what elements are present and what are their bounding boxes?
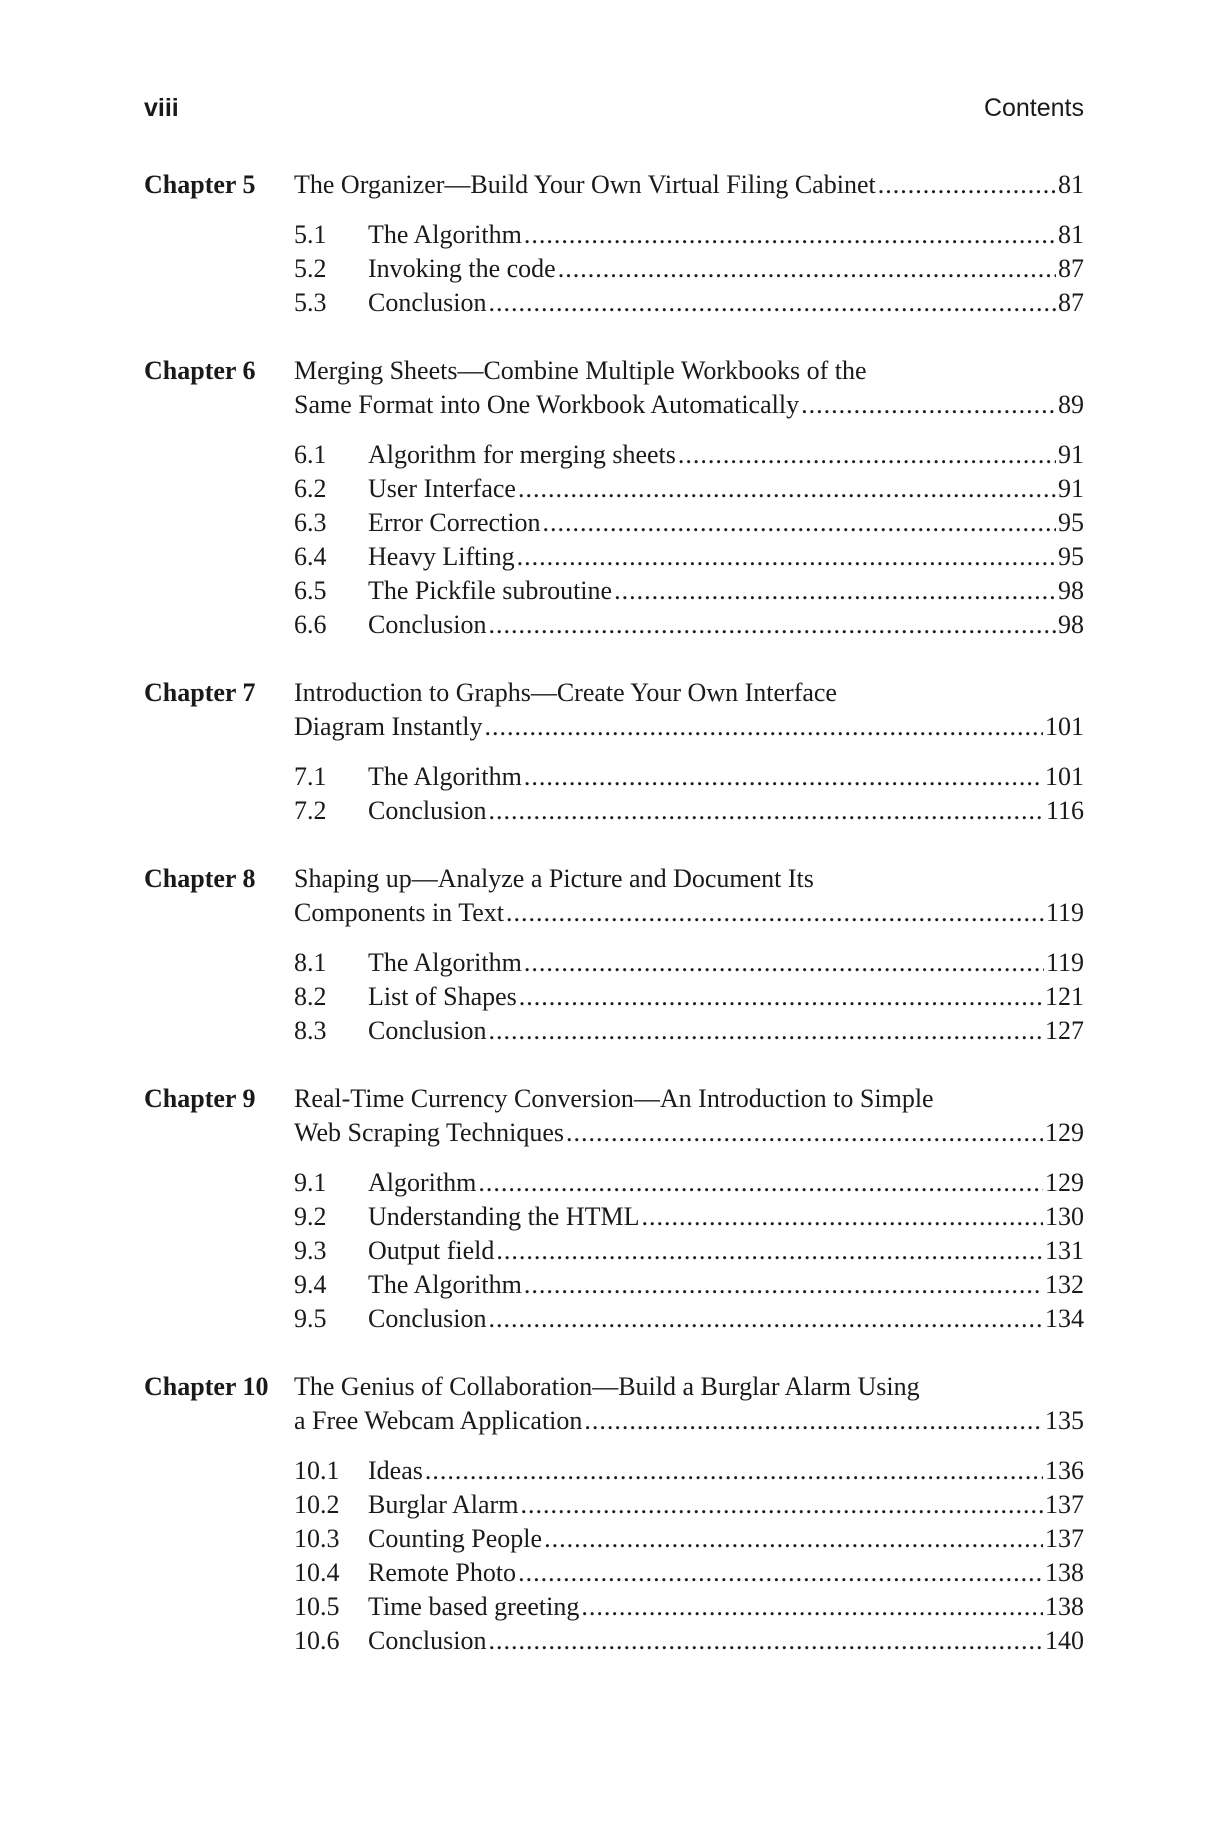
chapter-page-number: 135 (1045, 1406, 1084, 1435)
section-page-number: 127 (1045, 1016, 1084, 1045)
section-entry[interactable] (294, 1166, 1084, 1200)
section-entry[interactable] (294, 1234, 1084, 1268)
section-title-group (294, 946, 522, 980)
section-title-group (294, 574, 612, 608)
dot-leader (524, 218, 1056, 252)
dot-leader (678, 438, 1056, 472)
section-entry[interactable] (294, 794, 1084, 828)
section-title-group (294, 1556, 516, 1590)
dot-leader (518, 1556, 1043, 1590)
chapter-body (294, 862, 1084, 1048)
dot-leader (488, 794, 1044, 828)
section-number: 9.5 (294, 1304, 327, 1333)
section-title: The Pickfile subroutine (368, 576, 613, 605)
section-entry[interactable] (294, 1302, 1084, 1336)
table-of-contents (144, 168, 1084, 1692)
chapter-title-text: Components in Text (294, 898, 505, 927)
toc-chapter (144, 168, 1084, 320)
section-title-group (294, 794, 486, 828)
section-page-number: 137 (1045, 1524, 1084, 1553)
chapter-body (294, 1082, 1084, 1336)
chapter-title-text: Diagram Instantly (294, 712, 483, 741)
chapter-title-entry[interactable] (294, 168, 1084, 202)
section-page-number: 131 (1045, 1236, 1084, 1265)
dot-leader (566, 1116, 1043, 1150)
page-number: viii (144, 94, 179, 122)
section-entry[interactable] (294, 218, 1084, 252)
dot-leader (518, 472, 1056, 506)
chapter-title-text: The Organizer—Build Your Own Virtual Filing Cabinet (294, 170, 876, 199)
dot-leader (524, 946, 1044, 980)
chapter-body (294, 1370, 1084, 1658)
chapter-body (294, 168, 1084, 320)
dot-leader (878, 168, 1056, 202)
section-page-number: 87 (1058, 288, 1084, 317)
chapter-title-line: Introduction to Graphs—Create Your Own Interface (294, 678, 837, 707)
section-entry[interactable] (294, 472, 1084, 506)
dot-leader (478, 1166, 1043, 1200)
chapter-title-entry[interactable] (294, 896, 1084, 930)
chapter-label: Chapter 6 (144, 356, 256, 385)
dot-leader (506, 896, 1044, 930)
section-title-group (294, 506, 541, 540)
section-title: Conclusion (368, 1626, 487, 1655)
section-page-number: 134 (1045, 1304, 1084, 1333)
chapter-title-text: Web Scraping Techniques (294, 1118, 564, 1147)
dot-leader (484, 710, 1043, 744)
section-title: Conclusion (368, 1016, 487, 1045)
section-page-number: 136 (1045, 1456, 1084, 1485)
dot-leader (517, 540, 1056, 574)
dot-leader (581, 1590, 1043, 1624)
dot-leader (425, 1454, 1043, 1488)
section-title: The Algorithm (368, 220, 522, 249)
section-title-group (294, 1488, 518, 1522)
chapter-title-line: Shaping up—Analyze a Picture and Document Its (294, 864, 814, 893)
chapter-title-text: a Free Webcam Application (294, 1406, 583, 1435)
toc-chapter (144, 354, 1084, 642)
dot-leader (524, 760, 1043, 794)
section-page-number: 98 (1058, 576, 1084, 605)
dot-leader (488, 1624, 1043, 1658)
section-page-number: 95 (1058, 508, 1084, 537)
section-entry[interactable] (294, 760, 1084, 794)
section-number: 8.3 (294, 1016, 327, 1045)
chapter-title-entry[interactable] (294, 388, 1084, 422)
section-page-number: 98 (1058, 610, 1084, 639)
chapter-page-number: 119 (1045, 898, 1084, 927)
section-entry[interactable] (294, 540, 1084, 574)
section-entry[interactable] (294, 286, 1084, 320)
section-title-group (294, 286, 486, 320)
chapter-page-number: 81 (1058, 170, 1084, 199)
chapter-title (294, 1370, 1084, 1438)
section-list (294, 1454, 1084, 1658)
chapter-label: Chapter 9 (144, 1084, 256, 1113)
section-title: Invoking the code (368, 254, 556, 283)
section-page-number: 130 (1045, 1202, 1084, 1231)
section-entry[interactable] (294, 1624, 1084, 1658)
dot-leader (558, 252, 1056, 286)
section-entry[interactable] (294, 506, 1084, 540)
section-title: Algorithm (368, 1168, 477, 1197)
section-title: User Interface (368, 474, 516, 503)
section-page-number: 87 (1058, 254, 1084, 283)
section-number: 9.4 (294, 1270, 327, 1299)
section-title-group (294, 760, 522, 794)
section-title-group (294, 1624, 486, 1658)
chapter-page-number: 101 (1045, 712, 1084, 741)
section-number: 10.5 (294, 1592, 340, 1621)
section-page-number: 121 (1045, 982, 1084, 1011)
section-number: 10.2 (294, 1490, 340, 1519)
section-title-group (294, 1590, 579, 1624)
section-number: 10.6 (294, 1626, 340, 1655)
section-entry[interactable] (294, 1488, 1084, 1522)
section-title-group (294, 1302, 486, 1336)
chapter-title (294, 862, 1084, 930)
section-list (294, 760, 1084, 828)
section-entry[interactable] (294, 1200, 1084, 1234)
section-page-number: 81 (1058, 220, 1084, 249)
section-number: 10.3 (294, 1524, 340, 1553)
dot-leader (496, 1234, 1043, 1268)
toc-chapter (144, 1370, 1084, 1658)
section-entry[interactable] (294, 946, 1084, 980)
section-title-group (294, 1014, 486, 1048)
section-entry[interactable] (294, 252, 1084, 286)
section-number: 10.1 (294, 1456, 340, 1485)
section-title: Conclusion (368, 796, 487, 825)
dot-leader (488, 1302, 1043, 1336)
dot-leader (614, 574, 1056, 608)
section-number: 5.2 (294, 254, 327, 283)
section-title-group (294, 1522, 542, 1556)
toc-chapter (144, 1082, 1084, 1336)
section-list (294, 438, 1084, 642)
section-page-number: 101 (1045, 762, 1084, 791)
section-number: 6.4 (294, 542, 327, 571)
section-title: Burglar Alarm (368, 1490, 519, 1519)
section-title: The Algorithm (368, 762, 522, 791)
section-title: Counting People (368, 1524, 543, 1553)
section-entry[interactable] (294, 438, 1084, 472)
section-title: Error Correction (368, 508, 541, 537)
section-entry[interactable] (294, 608, 1084, 642)
section-entry[interactable] (294, 1556, 1084, 1590)
section-number: 6.1 (294, 440, 327, 469)
dot-leader (488, 1014, 1043, 1048)
section-title-group (294, 1200, 640, 1234)
section-title-group (294, 1166, 476, 1200)
chapter-label: Chapter 10 (144, 1372, 269, 1401)
section-page-number: 119 (1045, 948, 1084, 977)
section-entry[interactable] (294, 1454, 1084, 1488)
section-title-group (294, 1454, 423, 1488)
chapter-label: Chapter 8 (144, 864, 256, 893)
section-title: Conclusion (368, 1304, 487, 1333)
section-list (294, 218, 1084, 320)
section-title: The Algorithm (368, 1270, 522, 1299)
chapter-title (294, 676, 1084, 744)
section-number: 8.1 (294, 948, 327, 977)
section-page-number: 91 (1058, 474, 1084, 503)
section-entry[interactable] (294, 980, 1084, 1014)
section-list (294, 1166, 1084, 1336)
section-page-number: 140 (1045, 1626, 1084, 1655)
section-number: 5.1 (294, 220, 327, 249)
dot-leader (488, 286, 1056, 320)
section-title: Ideas (368, 1456, 423, 1485)
section-title-group (294, 608, 486, 642)
section-entry[interactable] (294, 1268, 1084, 1302)
section-number: 9.3 (294, 1236, 327, 1265)
section-title: The Algorithm (368, 948, 522, 977)
section-page-number: 138 (1045, 1558, 1084, 1587)
chapter-title-entry[interactable] (294, 1404, 1084, 1438)
section-title-group (294, 1268, 522, 1302)
running-head: Contents (983, 94, 1084, 122)
section-page-number: 138 (1045, 1592, 1084, 1621)
toc-chapter (144, 676, 1084, 828)
chapter-label: Chapter 5 (144, 170, 256, 199)
section-title: Heavy Lifting (368, 542, 515, 571)
section-title: Conclusion (368, 288, 487, 317)
section-page-number: 116 (1045, 796, 1084, 825)
dot-leader (520, 1488, 1043, 1522)
section-title: Understanding the HTML (368, 1202, 640, 1231)
chapter-title (294, 1082, 1084, 1150)
section-title-group (294, 252, 556, 286)
dot-leader (642, 1200, 1043, 1234)
dot-leader (544, 1522, 1043, 1556)
section-title: Conclusion (368, 610, 487, 639)
chapter-body (294, 676, 1084, 828)
chapter-title-entry[interactable] (294, 710, 1084, 744)
section-entry[interactable] (294, 574, 1084, 608)
section-title: Remote Photo (368, 1558, 517, 1587)
dot-leader (488, 608, 1056, 642)
chapter-title-entry[interactable] (294, 1116, 1084, 1150)
section-page-number: 132 (1045, 1270, 1084, 1299)
section-title: Time based greeting (368, 1592, 580, 1621)
section-number: 7.1 (294, 762, 327, 791)
section-title-group (294, 1234, 494, 1268)
chapter-title-line: The Genius of Collaboration—Build a Burglar Alarm Using (294, 1372, 920, 1401)
section-number: 8.2 (294, 982, 327, 1011)
dot-leader (543, 506, 1056, 540)
section-list (294, 946, 1084, 1048)
chapter-title-line: Merging Sheets—Combine Multiple Workbooks of the (294, 356, 867, 385)
chapter-title-line: Real-Time Currency Conversion—An Introduction to Simple (294, 1084, 934, 1113)
section-page-number: 129 (1045, 1168, 1084, 1197)
chapter-body (294, 354, 1084, 642)
dot-leader (801, 388, 1056, 422)
section-number: 6.5 (294, 576, 327, 605)
section-title: Algorithm for merging sheets (368, 440, 676, 469)
page-header (144, 94, 1084, 128)
section-page-number: 137 (1045, 1490, 1084, 1519)
section-number: 9.1 (294, 1168, 327, 1197)
section-title-group (294, 438, 676, 472)
section-title-group (294, 980, 517, 1014)
section-page-number: 95 (1058, 542, 1084, 571)
chapter-label: Chapter 7 (144, 678, 256, 707)
section-number: 10.4 (294, 1558, 340, 1587)
section-title-group (294, 540, 515, 574)
section-number: 5.3 (294, 288, 327, 317)
section-page-number: 91 (1058, 440, 1084, 469)
section-number: 6.6 (294, 610, 327, 639)
chapter-title (294, 354, 1084, 422)
section-number: 6.3 (294, 508, 327, 537)
dot-leader (524, 1268, 1043, 1302)
section-number: 6.2 (294, 474, 327, 503)
chapter-page-number: 129 (1045, 1118, 1084, 1147)
toc-chapter (144, 862, 1084, 1048)
section-title: Output field (368, 1236, 495, 1265)
section-number: 9.2 (294, 1202, 327, 1231)
section-number: 7.2 (294, 796, 327, 825)
section-title: List of Shapes (368, 982, 517, 1011)
section-title-group (294, 218, 522, 252)
chapter-page-number: 89 (1058, 390, 1084, 419)
chapter-title-text: Same Format into One Workbook Automatically (294, 390, 800, 419)
section-entry[interactable] (294, 1522, 1084, 1556)
section-title-group (294, 472, 516, 506)
dot-leader (584, 1404, 1043, 1438)
dot-leader (519, 980, 1043, 1014)
chapter-title (294, 168, 1084, 202)
section-entry[interactable] (294, 1590, 1084, 1624)
section-entry[interactable] (294, 1014, 1084, 1048)
